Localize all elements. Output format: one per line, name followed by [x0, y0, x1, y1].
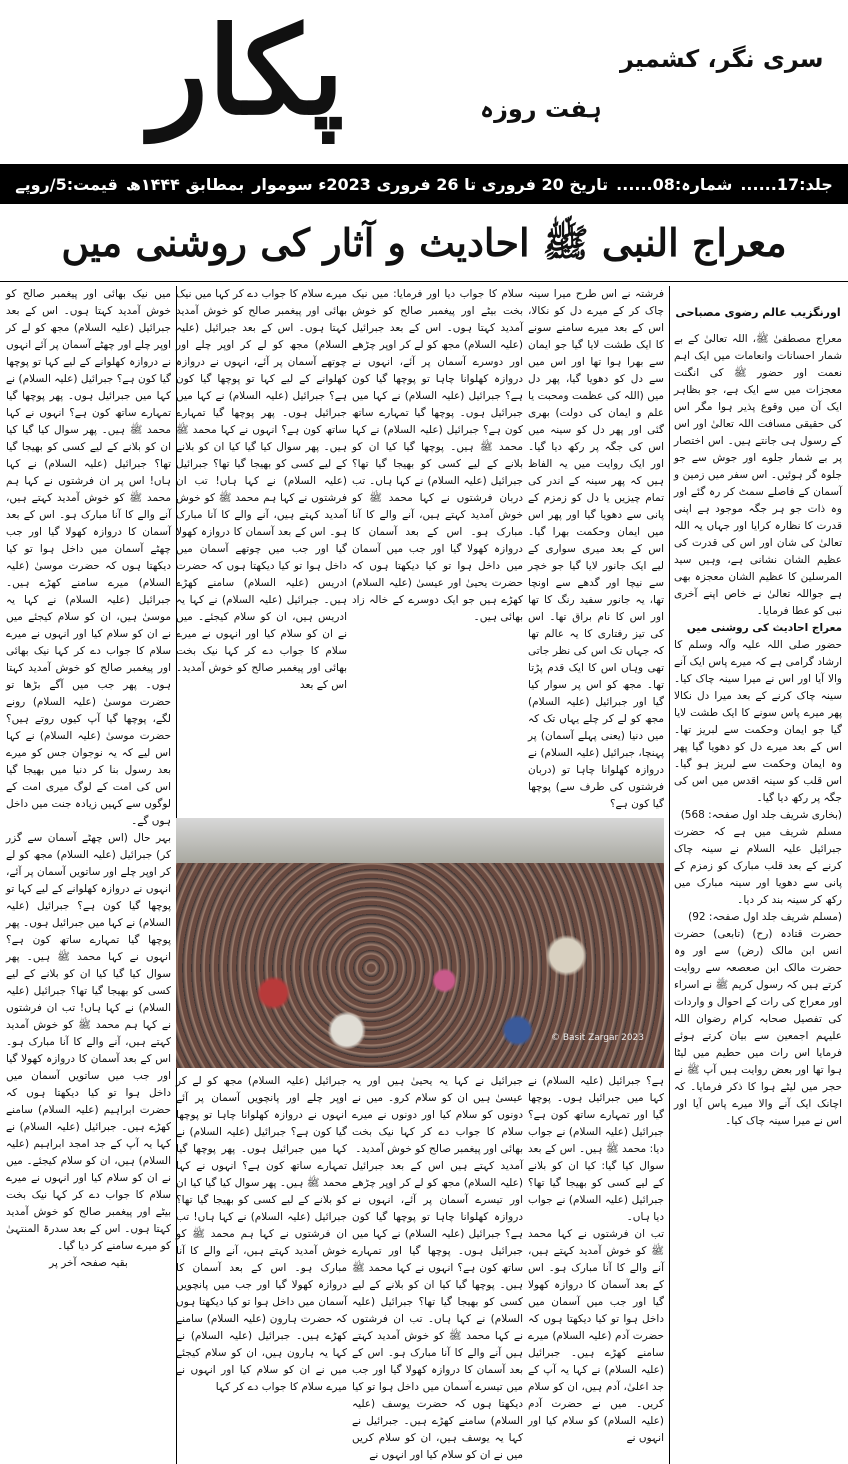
citation: (مسلم شریف جلد اول صفحہ: 92) [688, 911, 842, 923]
paragraph: حضور صلی اللہ علیہ وآلہ وسلم کا ارشاد گرامی ہے کہ میرے پاس ایک آنے والا آیا اور اس نے میرا سینہ چاک کیا۔ سینہ چاک کرنے کے بعد میرا دل نکالا پھر میرے پاس سونے کا ایک طشت لایا گیا جو ایمان وحکمت سے لبریز تھا۔ اس کے بعد میرے دل کو دھویا گیا پھر وہ ایمان وحکمت سے لبریز ہو گیا۔ اس قلب کو سینہ اقدس میں اس کی جگہ پر رکھ دیا گیا۔ [674, 639, 842, 804]
paragraph: میرے سلام کا جواب دے کر کہا میں نیک بھائی اور پیغمبر صالح کو خوش آمدید کہتا ہوں۔ اس کے بعد جبرائیل (علیہ السلام) مجھ کو لے کر اوپر چلے اور چوتھے آسمان پر آئے، انہوں نے دروازہ کھلوانے کے لیے کہا تو پوچھا گیا کون ہے؟ جبرائیل (علیہ السلام) نے کہا میں جبرائیل ہوں۔ پھر پوچھا گیا تمہارے ساتھ کون ہے؟ انہوں نے کہا محمد ﷺ ہیں۔ پھر سوال کیا گیا کیا ان کو بلانے کے لیے کسی کو بھیجا گیا تھا؟ جبرائیل (علیہ السلام) نے کہا ہاں! تب ان فرشتوں نے کہا ہم محمد ﷺ کو خوش آمدید کہتے ہیں، آنے والے کا آنا مبارک ہو۔ اس کے بعد آسمان کا دروازہ کھولا گیا اور جب میں چوتھے آسمان میں داخل ہوا تو کیا دیکھتا ہوں کہ حضرت ادریس (علیہ السلام) سامنے کھڑے ہیں۔ جبرائیل (علیہ السلام) نے کہا یہ ادریس ہیں، ان کو سلام کیجئے۔ میں نے ان کو سلام کیا اور انہوں نے میرے سلام کا جواب دے کر کہا نیک بخت بھائی اور پیغمبر صالح کو خوش آمدید۔ اس کے بعد [176, 288, 347, 691]
paragraph: آمدید کہتے ہیں اس کے بعد جبرائیل (علیہ السلام) مجھ کو لے کر اوپر چڑھے اور تیسرے آسمان پر آئے، انہوں نے دروازہ کھلوانا چاہا تو پوچھا گیا کون ہے؟ جبرائیل (علیہ السلام) نے کہا میں جبرائیل ہوں۔ پوچھا گیا اور تمہارے ساتھ کون ہے؟ انہوں نے کہا محمد ﷺ ہیں۔ پوچھا گیا کیا ان کو بلانے کے لیے کسی کو بھیجا گیا تھا؟ جبرائیل (علیہ السلام) نے کہا ہاں۔ تب ان فرشتوں نے کہا محمد ﷺ کو خوش آمدید کہتے ہیں آنے والے کا آنا مبارک ہو۔ اس کے بعد آسمان کا دروازہ کھولا گیا اور جب میں تیسرے آسمان میں داخل ہوا تو کیا دیکھتا ہوں کہ حضرت یوسف (علیہ السلام) سامنے کھڑے ہیں۔ جبرائیل نے کہا یہ یوسف ہیں، ان کو سلام کریں میں نے ان کو سلام کیا اور انہوں نے [352, 1160, 523, 1461]
article-column-2-top [528, 286, 664, 813]
article-column-4-top [176, 286, 347, 813]
middle-columns [176, 286, 664, 1464]
continued-note: بقیہ صفحہ آخر پر [49, 1257, 128, 1269]
crowd-photo [176, 818, 664, 1068]
paragraph: بہر حال (اس چھٹے آسمان سے گزر کر) جبرائیل (علیہ السلام) مجھ کو لے کر اوپر چلے اور ساتویں آسمان پر آئے، انہوں نے دروازہ کھلوانے کے لیے کہا تو پوچھا گیا کون ہے؟ جبرائیل (علیہ السلام) نے کہا میں جبرائیل ہوں۔ پھر پوچھا گیا تمہارے ساتھ کون ہے؟ انہوں نے کہا محمد ﷺ ہیں۔ پھر سوال کیا گیا کیا ان کو بلانے کے لیے کسی کو بھیجا گیا تھا؟ جبرائیل (علیہ السلام) نے کہا ہاں! تب ان فرشتوں نے کہا ہم محمد ﷺ کو خوش آمدید کہتے ہیں، آنے والے کا آنا مبارک ہو۔ اس کے بعد آسمان کا دروازہ کھولا گیا اور جب میں ساتویں آسمان میں داخل ہوا تو کیا دیکھتا ہوں کہ حضرت ابراہیم (علیہ السلام) سامنے کھڑے ہیں۔ جبرائیل (علیہ السلام) نے کہا یہ آپ کے جد امجد ابراہیم (علیہ السلام) ہیں، ان کو سلام کیجئے۔ میں نے ان کو سلام کیا اور انہوں نے میرے سلام کا جواب دے کر کہا نیک بخت بیٹے اور پیغمبر صالح کو خوش آمدید کہتا ہوں۔ اس کے بعد سدرۃ المنتہیٰ کو میرے سامنے کر دیا گیا۔ [6, 832, 171, 1252]
paragraph: سلام کا جواب دیا اور فرمایا: میں نیک بخت بیٹے اور پیغمبر صالح کو خوش آمدید کہتا ہوں۔ اس کے بعد جبرائیل (علیہ السلام) مجھ کو لے کر اوپر چڑھے اور دوسرے آسمان پر آئے، انہوں نے دروازہ کھلوانا چاہا تو پوچھا گیا کون ہے؟ جبرائیل (علیہ السلام) نے کہا میں جبرائیل ہوں۔ پوچھا گیا تمہارے ساتھ کون ہے؟ جبرائیل (علیہ السلام) نے کہا محمد ﷺ ہیں۔ پوچھا گیا کیا ان کو بلانے کے لیے کسی کو بھیجا گیا تھا؟ جبرائیل (علیہ السلام) نے کہا ہاں۔ تب دربان فرشتوں نے کہا محمد ﷺ کو خوش آمدید کہتے ہیں، آنے والے کا آنا مبارک ہو۔ اس کے بعد آسمان کا دروازہ کھولا گیا اور جب میں آسمان میں داخل ہوا تو کیا دیکھتا ہوں کہ حضرت یحییٰ اور عیسیٰ (علیہ السلام) کھڑے ہیں جو ایک دوسرے کے خالہ زاد بھائی ہیں۔ [352, 288, 523, 623]
article-column-3-top [352, 286, 523, 813]
masthead [0, 0, 848, 160]
paragraph: مسلم شریف میں ہے کہ حضرت جبرائیل علیہ السلام نے سینہ چاک کرنے کے بعد قلب مبارک کو زمزم کے پانی سے دھویا اور سینہ مبارک میں رکھ کر سینہ بند کر دیا۔ [674, 826, 842, 906]
paragraph: میں نیک بھائی اور پیغمبر صالح کو خوش آمدید کہتا ہوں۔ اس کے بعد جبرائیل (علیہ السلام) مجھ کو لے کر اوپر چلے اور چھٹے آسمان پر آئے انہوں نے دروازہ کھلوانے کے لیے کہا تو پوچھا گیا کون ہے؟ جبرائیل (علیہ السلام) نے کہا میں جبرائیل ہوں۔ پھر پوچھا گیا تمہارے ساتھ کون ہے؟ انہوں نے کہا محمد ﷺ ہیں۔ پھر سوال کیا گیا کیا ان کو بلانے کے لیے کسی کو بھیجا گیا تھا؟ جبرائیل (علیہ السلام) نے کہا ہاں! اس پر ان فرشتوں نے کہا ہم محمد ﷺ کو خوش آمدید کہتے ہیں، آنے والے کا آنا مبارک ہو۔ اس کے بعد آسمان کا دروازہ کھولا گیا اور جب چھٹے آسمان میں داخل ہوا تو کیا دیکھتا ہوں کہ حضرت موسیٰ (علیہ السلام) میرے سامنے کھڑے ہیں۔ جبرائیل (علیہ السلام) نے کہا یہ موسیٰ ہیں، ان کو سلام کیجئے میں نے ان کو سلام کیا اور انہوں نے میرے سلام کا جواب دے کر کہا نیک بھائی اور پیغمبر صالح کو خوش آمدید کہتا ہوں۔ پھر جب میں آگے بڑھا تو حضرت موسیٰ (علیہ السلام) رونے لگے، پوچھا گیا آپ کیوں روتے ہیں؟ حضرت موسیٰ (علیہ السلام) نے کہا اس لیے کہ یہ نوجوان جس کو میرے بعد رسول بنا کر دنیا میں بھیجا گیا اس کی امت کے لوگ میری امت کے لوگوں سے کہیں زیادہ جنت میں داخل ہوں گے۔ [6, 288, 171, 827]
city-label: سری نگر، کشمیر [620, 45, 824, 73]
article-column-1 [669, 286, 842, 1464]
photo-credit: © Basit Zargar 2023 [550, 1033, 644, 1043]
headline: معراج النبی ﷺ احادیث و آثار کی روشنی میں [0, 204, 848, 282]
paragraph: جبرائیل نے کہا یہ یحییٰ ہیں اور یہ عیسیٰ ہیں ان کو سلام کرو۔ میں نے دونوں کو سلام کیا اور دونوں نے میرے سلام کا جواب دے کر کہا نیک بخت بھائی اور پیغمبر صالح کو خوش آمدید۔ [352, 1075, 523, 1155]
photo-sky [176, 818, 664, 863]
article-column-5 [6, 286, 171, 1464]
issue-info-bar [0, 164, 848, 204]
paragraph: فرشتہ نے اس طرح میرا سینہ چاک کر کے میرے دل کو نکالا، اس کے بعد میرے سامنے سونے کا ایک طشت لایا گیا جو ایمان سے بھرا ہوا تھا اور اس میں سے دل کو دھویا گیا، پھر دل میں (اللہ کی عظمت ومحبت یا علم و ایمان کی دولت) بھری گئی اور پھر دل کو سینہ میں اس کی جگہ پر رکھ دیا گیا۔ اور ایک روایت میں یہ الفاظ ہیں کہ پھر سینہ کے اندر کی تمام چیزیں یا دل کو زمزم کے پانی سے دھویا گیا اور پھر اس میں ایمان وحکمت بھرا گیا۔ اس کے بعد میری سواری کے لیے ایک جانور لایا گیا جو خچر سے نیچا اور گدھے سے اونچا تھا، یہ جانور سفید رنگ کا تھا اور اس کا نام براق تھا۔ اس کی تیز رفتاری کا یہ عالم تھا کہ جہاں تک اس کی نظر جاتی تھی وہاں اس کا ایک قدم پڑتا تھا۔ مجھ کو اس پر سوار کیا گیا اور جبرائیل (علیہ السلام) مجھ کو لے کر چلے یہاں تک کہ میں دنیا (یعنی پہلے آسمان) پر پہنچا، جبرائیل (علیہ السلام) نے دروازہ کھلوانا چاہا تو (دربان فرشتوں کی طرف سے) پوچھا گیا کون ہے؟ [528, 288, 664, 810]
paragraph: معراج مصطفیٰ ﷺ، اللہ تعالیٰ کے بے شمار احسانات وانعامات میں ایک اہم نعمت اور حضور ﷺ کی انگنت معجزات میں سے ایک ہے، جو بظاہر ایک آن میں وقوع پذیر ہوا مگر اس کی حقیقی مسافت اللہ تعالیٰ اور اس کے رسول ہی جانتے ہیں۔ اس اختصار پر بے شمار جلوے اور جوش سے جو جلوہ گر ہوئیں۔ اس سفر میں زمین و آسمان کے فاصلے سمٹ کر رہ گئے اور وہ ذات جو ہر جگہ موجود ہے اپنی قدرت کا نظارہ کرایا اور جہاں یہ اللہ تعالیٰ کی شان اور اس کی قدرت کی عظیم الشان نشانی ہے، وہیں سید المرسلین کا عظیم الشان معجزہ بھی ہے جواللہ تعالیٰ نے خاص اپنے آخری نبی کو عطا فرمایا۔ [674, 333, 842, 617]
article-body [0, 282, 848, 1464]
byline: اورنگزیب عالم رضوی مصباحی [675, 306, 841, 319]
volume: جلد:17...... [740, 174, 833, 194]
issue-date: تاریخ 20 فروری تا 26 فروری 2023ء سوموار [252, 174, 609, 194]
subheading: معراج احادیث کی روشنی میں [686, 622, 842, 634]
paragraph: ہے؟ جبرائیل (علیہ السلام) نے کہا میں جبرائیل ہوں۔ پوچھا گیا اور تمہارے ساتھ کون ہے؟ جبرائیل (علیہ السلام) نے جواب دیا: محمد ﷺ ہیں۔ اس کے بعد سوال کیا گیا: کیا ان کو بلانے کے لیے کسی کو بھیجا گیا تھا؟ جبرائیل (علیہ السلام) نے جواب دیا ہاں۔ [528, 1075, 664, 1223]
article-column-4-bottom [176, 1073, 347, 1464]
newspaper-logo: پکار [150, 1, 345, 142]
issue-number: شمارہ:08...... [616, 174, 733, 194]
citation: (بخاری شریف جلد اول صفحہ: 568) [680, 809, 842, 821]
article-column-2-bottom [528, 1073, 664, 1464]
paragraph: جبرائیل (علیہ السلام) مجھ کو لے کر اوپر چلے اور پانچویں آسمان پر آئے انہوں نے دروازہ کھلوانا چاہا تو پوچھا گیا کون ہے؟ جبرائیل (علیہ السلام) نے کہا میں جبرائیل ہوں۔ پھر پوچھا گیا تمہارے ساتھ کون ہے؟ انہوں نے کہا محمد ﷺ ہیں۔ پھر سوال کیا گیا کیا ان کو بلانے کے لیے کسی کو بھیجا گیا تھا؟ جبرائیل (علیہ السلام) نے کہا ہاں! تب ان فرشتوں نے کہا ہم محمد ﷺ کو خوش آمدید کہتے ہیں، آنے والے کا آنا مبارک ہو۔ اس کے بعد آسمان کا دروازہ کھولا گیا اور جب میں پانچویں آسمان میں داخل ہوا تو کیا دیکھتا ہوں کہ حضرت ہارون (علیہ السلام) سامنے کھڑے ہیں۔ جبرائیل (علیہ السلام) نے کہا یہ ہارون ہیں، ان کو سلام کیجئے میں نے ان کو سلام کیا اور انہوں نے میرے سلام کا جواب دے کر کہا [176, 1075, 347, 1393]
weekly-label: ہفت روزہ [480, 95, 602, 123]
price: قیمت:5/روپے [15, 174, 118, 194]
article-column-3-bottom [352, 1073, 523, 1464]
hijri-date: بمطابق ۱۴۴۴ھ [125, 174, 245, 194]
paragraph: تب ان فرشتوں نے کہا محمد ﷺ کو خوش آمدید کہتے ہیں، آنے والے کا آنا مبارک ہو۔ اس کے بعد آسمان کا دروازہ کھولا گیا اور جب میں آسمان میں داخل ہوا تو کیا دیکھتا ہوں کہ حضرت آدم (علیہ السلام) میرے سامنے کھڑے ہیں۔ جبرائیل (علیہ السلام) نے کہا یہ آپ کے جد اعلیٰ، آدم ہیں، ان کو سلام کریں۔ میں نے حضرت آدم (علیہ السلام) کو سلام کیا اور انہوں نے [528, 1228, 664, 1444]
paragraph: حضرت قتادہ (رح) (تابعی) حضرت انس ابن مالک (رض) سے اور وہ حضرت مالک ابن صعصعہ سے روایت کرتے ہیں کہ رسول کریم ﷺ نے اسراء اور معراج کی رات کے احوال و واردات کی تفصیل صحابہ کرام رضوان اللہ علیہم اجمعین سے بیان کرتے ہوئے فرمایا اس رات میں حطیم میں لیٹا ہوا تھا اور بعض روایت ہیں آپ ﷺ نے حجر میں لیٹے ہوا کا ذکر فرمایا۔ کہ اچانک ایک آنے والا میرے پاس آیا اور اس نے میرا سینہ چاک کیا۔ [674, 928, 842, 1127]
